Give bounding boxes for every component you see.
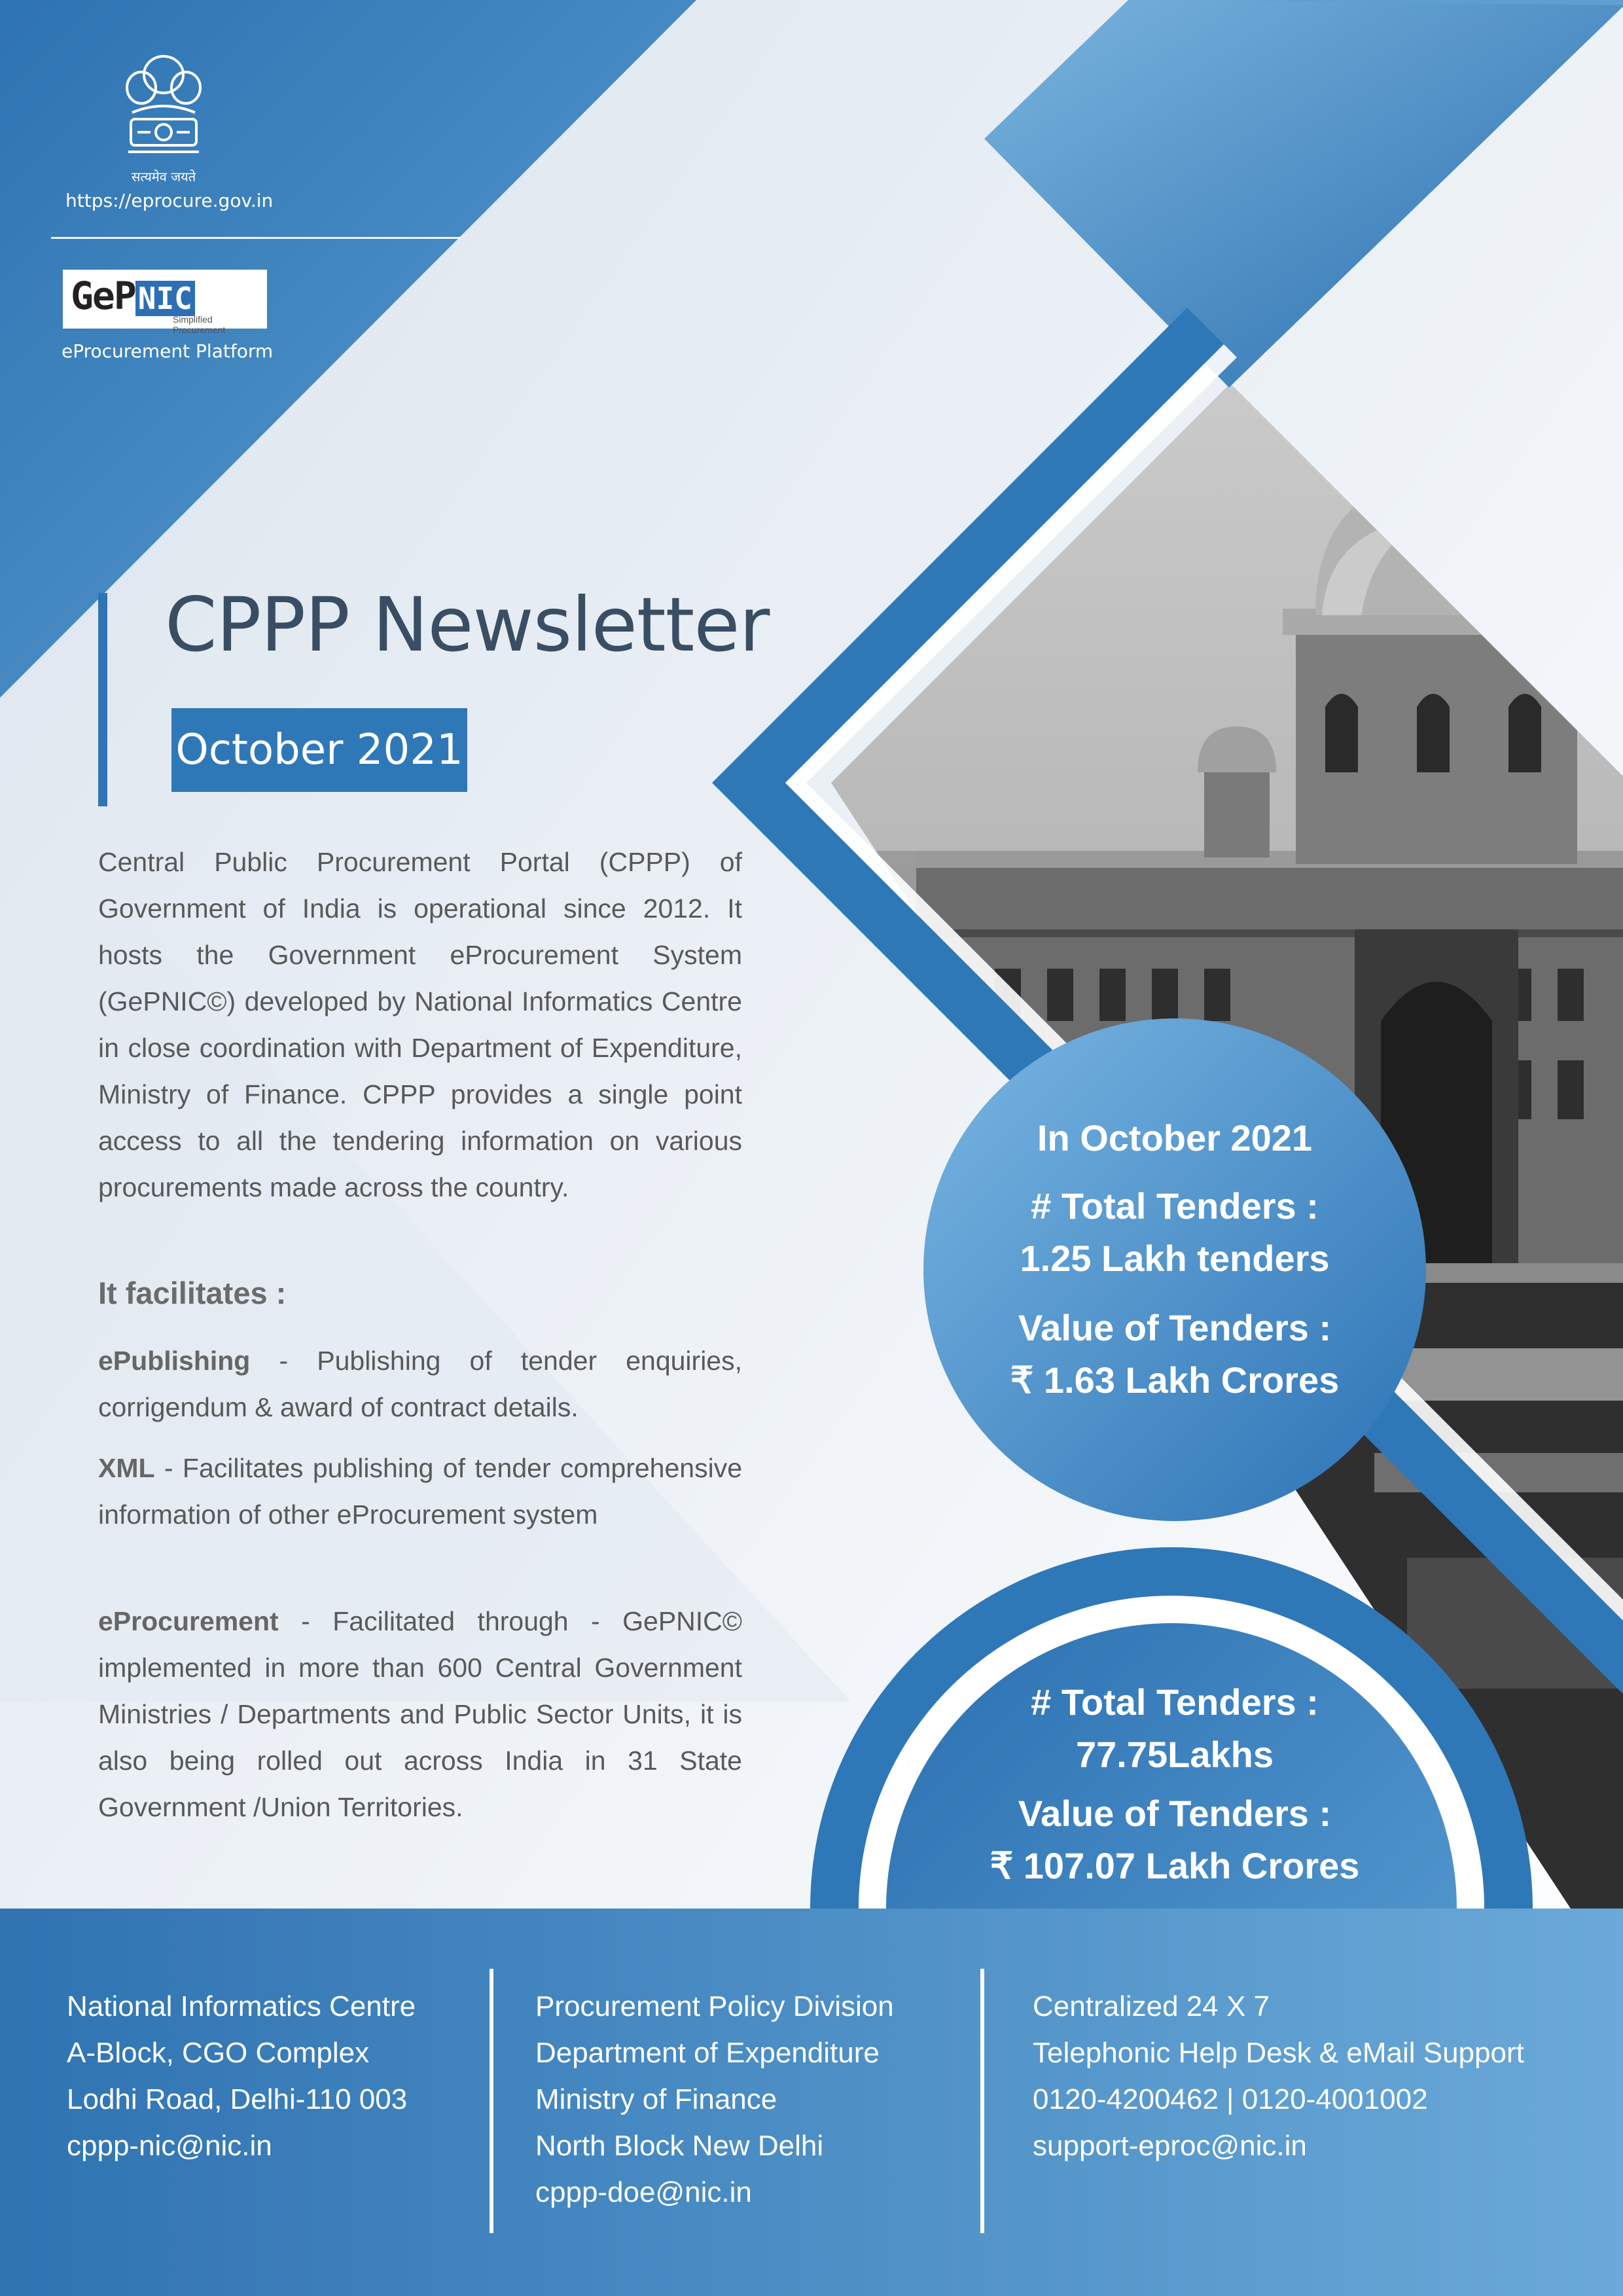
feature-text: - Publishing of tender enquiries, corrigendum & award of contract details. bbox=[98, 1346, 742, 1422]
feature-name: XML bbox=[98, 1453, 155, 1483]
feature-name: eProcurement bbox=[98, 1606, 279, 1636]
total-value-label: Value of Tenders : bbox=[1018, 1793, 1332, 1834]
monthly-value-amount: ₹ 1.63 Lakh Crores bbox=[1010, 1359, 1340, 1401]
footer-doe-address bbox=[535, 1983, 894, 2215]
emblem-motto: सत्यमेव जयते bbox=[131, 169, 196, 185]
gepnic-logo-nic: NIC bbox=[135, 281, 195, 316]
portal-url-link[interactable]: https://eprocure.gov.in bbox=[65, 190, 274, 211]
monthly-tenders-label: # Total Tenders : bbox=[1031, 1185, 1319, 1227]
footer-line: Ministry of Finance bbox=[535, 2083, 777, 2115]
footer-divider bbox=[980, 1969, 984, 2233]
footer-line: National Informatics Centre bbox=[67, 1990, 416, 2022]
footer-email-link[interactable]: support-eproc@nic.in bbox=[1033, 2130, 1307, 2162]
footer-line: Department of Expenditure bbox=[535, 2037, 880, 2069]
title-accent-bar bbox=[98, 593, 107, 806]
national-emblem-icon bbox=[119, 47, 208, 178]
footer-line: Procurement Policy Division bbox=[535, 1990, 894, 2022]
footer-helpdesk bbox=[1033, 1983, 1524, 2169]
header-divider bbox=[51, 237, 461, 239]
footer-line: Centralized 24 X 7 bbox=[1033, 1990, 1270, 2022]
footer-line: North Block New Delhi bbox=[535, 2130, 824, 2162]
footer-email-link[interactable]: cppp-doe@nic.in bbox=[535, 2176, 752, 2208]
facilitates-heading: It facilitates : bbox=[98, 1276, 287, 1310]
footer-line: Lodhi Road, Delhi-110 003 bbox=[67, 2083, 408, 2115]
footer-phone[interactable]: 0120-4200462 | 0120-4001002 bbox=[1033, 2083, 1428, 2115]
footer-nic-address bbox=[67, 1983, 416, 2169]
gepnic-logo bbox=[63, 270, 267, 335]
feature-name: ePublishing bbox=[98, 1346, 251, 1376]
monthly-value-label: Value of Tenders : bbox=[1018, 1307, 1332, 1348]
feature-text: - Facilitated through - GePNIC© implemented in more than 600 Central Government Ministries / Departments and Public Sector Units, it is also being rolled out across India in 31 State Government /Union Territories. bbox=[98, 1606, 742, 1822]
intro-paragraph: Central Public Procurement Portal (CPPP) of Government of India is operational since 2012. It hosts the Government eProcurement System (GePNIC©) developed by National Informatics Centre in close coordination with Department of Expenditure, Ministry of Finance. CPPP provides a single point access to all the tendering information on various procurements made across the country. bbox=[98, 847, 742, 1202]
feature-text: - Facilitates publishing of tender comprehensive information of other eProcurement system bbox=[98, 1453, 742, 1530]
monthly-stats-heading: In October 2021 bbox=[1037, 1117, 1313, 1158]
total-tenders-label: # Total Tenders : bbox=[1031, 1681, 1319, 1723]
gepnic-logo-tagline: Simplified Procurement bbox=[173, 314, 226, 335]
platform-label: eProcurement Platform bbox=[62, 340, 274, 362]
issue-month: October 2021 bbox=[175, 726, 463, 774]
footer-email-link[interactable]: cppp-nic@nic.in bbox=[67, 2130, 272, 2162]
footer-divider bbox=[490, 1969, 493, 2233]
footer-line: A-Block, CGO Complex bbox=[67, 2037, 370, 2069]
feature-epublishing bbox=[98, 1338, 742, 1431]
gepnic-logo-text: GeP bbox=[71, 274, 135, 318]
issue-month-badge bbox=[171, 708, 467, 792]
feature-xml bbox=[98, 1445, 742, 1538]
footer-line: Telephonic Help Desk & eMail Support bbox=[1033, 2037, 1524, 2069]
feature-eprocurement bbox=[98, 1598, 742, 1831]
total-tenders-value: 77.75Lakhs bbox=[1076, 1734, 1274, 1775]
monthly-tenders-value: 1.25 Lakh tenders bbox=[1020, 1238, 1330, 1279]
total-value-amount: ₹ 107.07 Lakh Crores bbox=[990, 1845, 1360, 1886]
newsletter-title: CPPP Newsletter bbox=[165, 581, 770, 668]
